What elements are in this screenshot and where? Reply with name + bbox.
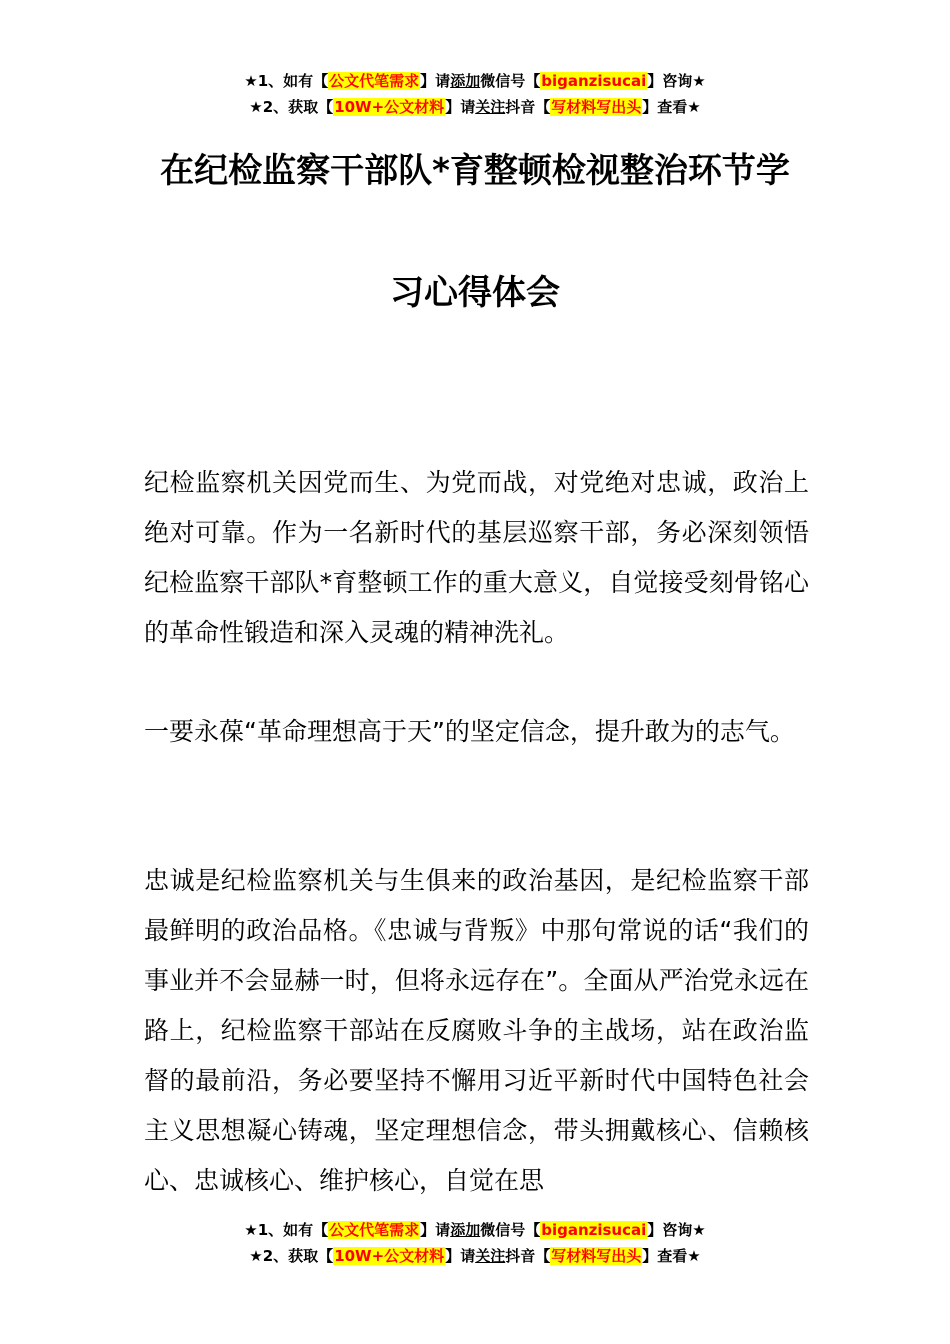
banner-text: 】咨询★ [647, 72, 706, 90]
banner-text: 微信号【 [480, 72, 541, 90]
highlight-douyin-id: 写材料写出头 [551, 98, 642, 116]
highlight-service: 公文代笔需求 [329, 1221, 420, 1239]
document-title-line-2: 习心得体会 [390, 273, 560, 313]
header-banner [0, 68, 950, 120]
banner-text: 】咨询★ [647, 1221, 706, 1239]
banner-emphasis: 关注 [475, 98, 506, 116]
banner-text: 】请 [420, 72, 451, 90]
document-title-line-1: 在纪检监察干部队*育整顿检视整治环节学 [160, 151, 790, 191]
highlight-wechat-id: biganzisucai [541, 1221, 647, 1239]
banner-line-1 [0, 1217, 950, 1243]
banner-text: ★2、获取【 [249, 98, 334, 116]
highlight-materials: 10W+公文材料 [334, 98, 445, 116]
banner-line-2 [0, 1243, 950, 1269]
paragraph-loyalty: 忠诚是纪检监察机关与生俱来的政治基因，是纪检监察干部最鲜明的政治品格。《忠诚与背叛》中那句常说的话“我们的事业并不会显赫一时，但将永远存在”。全面从严治党永远在路上，纪检监察干部站在反腐败斗争的主战场，站在政治监督的最前沿，务必要坚持不懈用习近平新时代中国特色社会主义思想凝心铸魂，坚定理想信念，带头拥戴核心、信赖核心、忠诚核心、维护核心，自觉在思 [144, 866, 809, 1195]
banner-text: 】查看★ [642, 98, 701, 116]
banner-text: 抖音【 [505, 98, 551, 116]
highlight-wechat-id: biganzisucai [541, 72, 647, 90]
highlight-service: 公文代笔需求 [329, 72, 420, 90]
banner-text: 微信号【 [480, 1221, 541, 1239]
banner-emphasis: 添加 [450, 1221, 481, 1239]
banner-text: 】查看★ [642, 1247, 701, 1265]
banner-emphasis: 关注 [475, 1247, 506, 1265]
banner-text: 抖音【 [505, 1247, 551, 1265]
banner-text: ★2、获取【 [249, 1247, 334, 1265]
banner-line-2 [0, 94, 950, 120]
paragraph-heading-1: 一要永葆“革命理想高于天”的坚定信念，提升敢为的志气。 [144, 717, 795, 746]
highlight-douyin-id: 写材料写出头 [551, 1247, 642, 1265]
highlight-materials: 10W+公文材料 [334, 1247, 445, 1265]
banner-emphasis: 添加 [450, 72, 481, 90]
footer-banner [0, 1217, 950, 1269]
paragraph-intro: 纪检监察机关因党而生、为党而战，对党绝对忠诚，政治上绝对可靠。作为一名新时代的基层巡察干部，务必深刻领悟纪检监察干部队*育整顿工作的重大意义，自觉接受刻骨铭心的革命性锻造和深入灵魂的精神洗礼。 [144, 468, 809, 647]
banner-text: 】请 [445, 1247, 476, 1265]
banner-text: 】请 [420, 1221, 451, 1239]
banner-text: 】请 [445, 98, 476, 116]
banner-text: ★1、如有【 [244, 1221, 329, 1239]
banner-line-1 [0, 68, 950, 94]
banner-text: ★1、如有【 [244, 72, 329, 90]
